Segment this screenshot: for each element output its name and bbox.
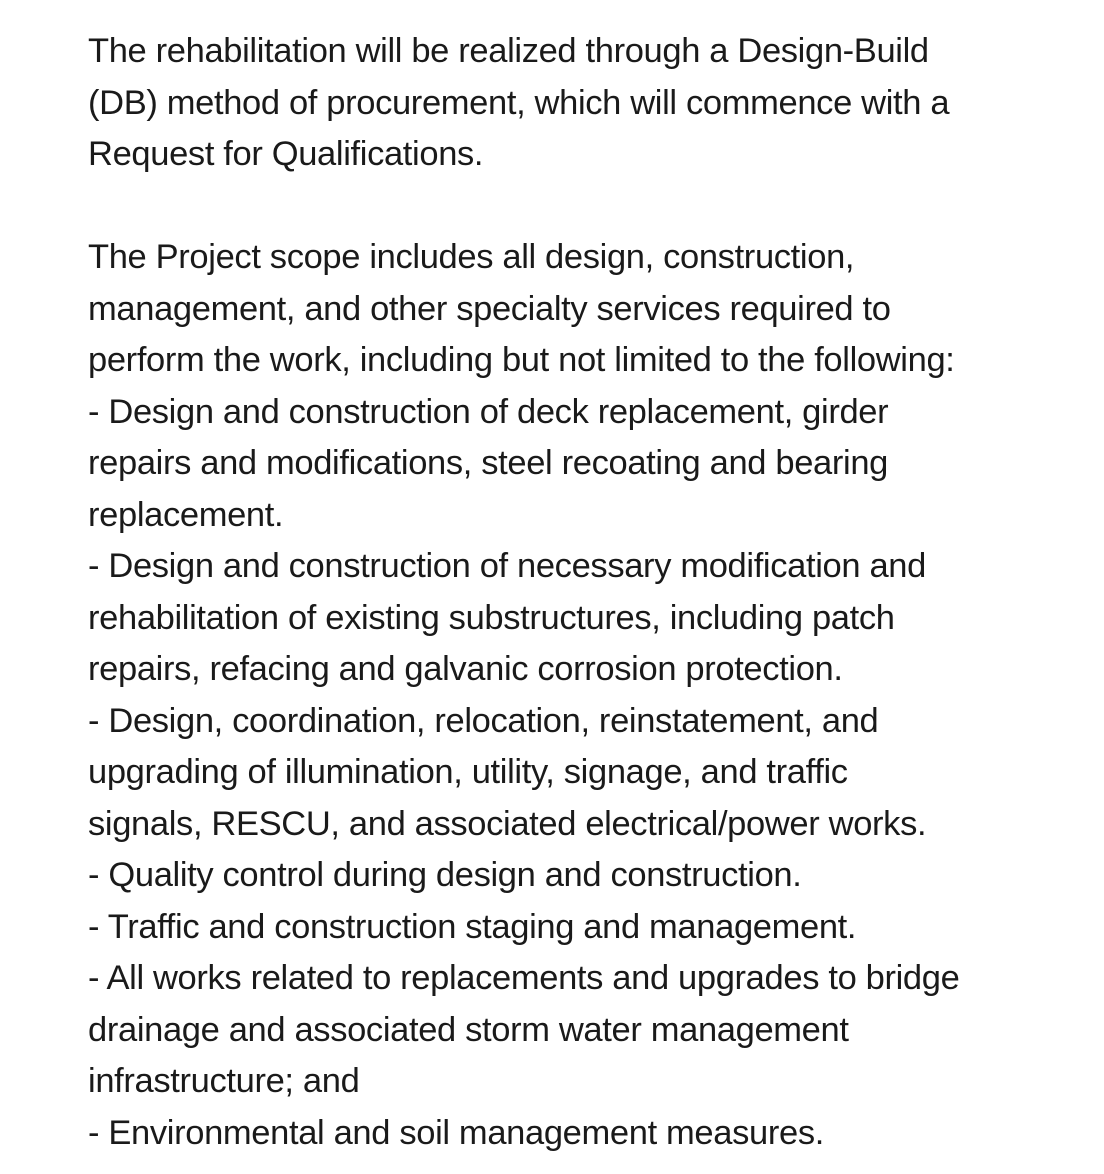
scope-list-item-line: signals, RESCU, and associated electrical/power works.: [88, 804, 927, 843]
text-line: (DB) method of procurement, which will commence with a: [88, 83, 950, 122]
scope-list-item-line: infrastructure; and: [88, 1062, 360, 1100]
scope-list-item-line: - Environmental and soil management measures.: [88, 1113, 824, 1152]
scope-paragraph: [88, 232, 1088, 1159]
scope-list-item-line: - Traffic and construction staging and management.: [88, 907, 857, 946]
scope-list-item-line: - Design, coordination, relocation, reinstatement, and: [88, 701, 879, 740]
scope-list-item-line: repairs, refacing and galvanic corrosion protection.: [88, 650, 843, 688]
text-line: perform the work, including but not limited to the following:: [88, 341, 955, 379]
intro-paragraph: [88, 26, 1088, 181]
scope-list-item-line: - Quality control during design and construction.: [88, 856, 802, 894]
scope-list-item-line: - Design and construction of deck replacement, girder: [88, 392, 889, 431]
paragraph-spacer: [88, 181, 1088, 233]
text-line: The rehabilitation will be realized through a Design-Build: [88, 32, 929, 70]
scope-list-item-line: rehabilitation of existing substructures, including patch: [88, 598, 895, 637]
scope-list-item-line: upgrading of illumination, utility, signage, and traffic: [88, 753, 848, 791]
scope-list-item-line: drainage and associated storm water management: [88, 1010, 849, 1049]
scope-list-item-line: replacement.: [88, 495, 284, 534]
scope-list-item-line: - Design and construction of necessary modification and: [88, 547, 926, 585]
text-line: The Project scope includes all design, construction,: [88, 238, 855, 276]
scope-list-item-line: repairs and modifications, steel recoating and bearing: [88, 444, 889, 482]
document-body: [88, 26, 1088, 1159]
scope-list-item-line: - All works related to replacements and upgrades to bridge: [88, 959, 960, 997]
text-line: management, and other specialty services required to: [88, 289, 891, 328]
text-line: Request for Qualifications.: [88, 135, 484, 173]
